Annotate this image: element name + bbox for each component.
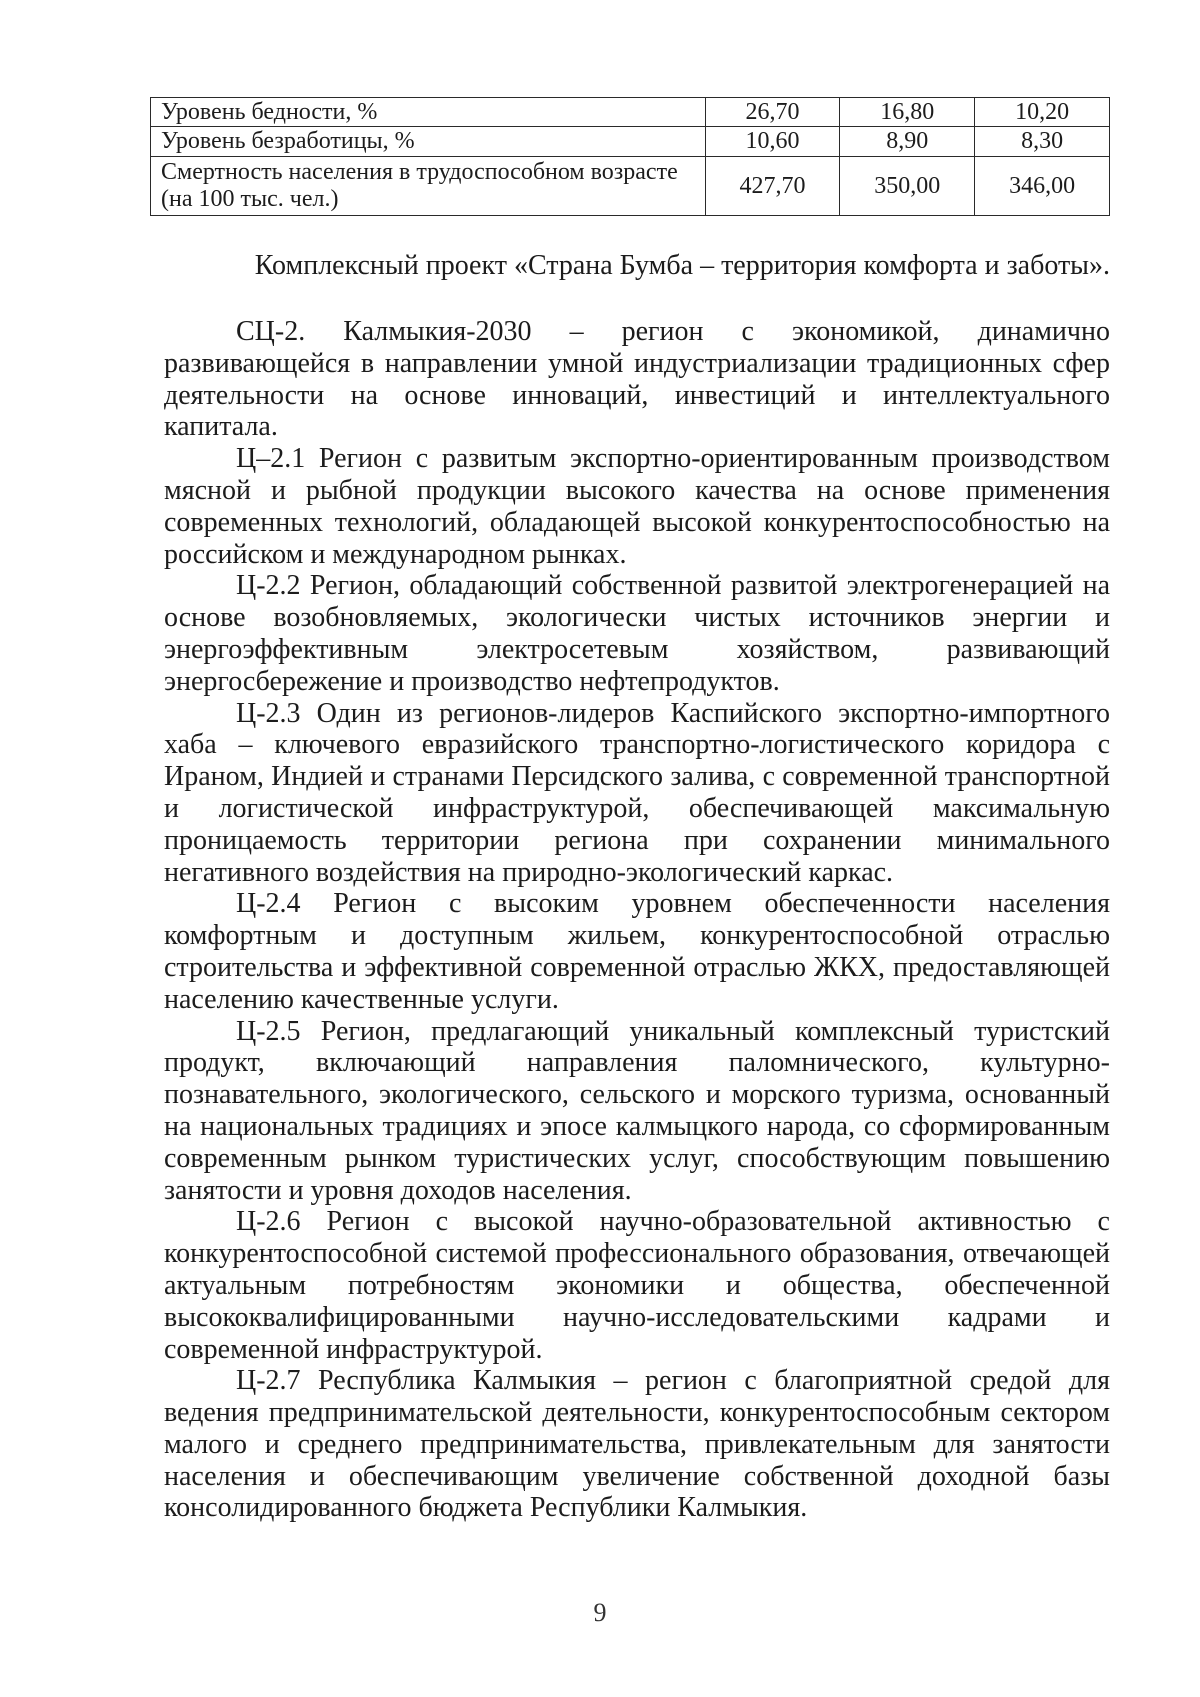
row-label: Уровень бедности, % (151, 98, 706, 127)
paragraph-c-2-1: Ц–2.1 Регион с развитым экспортно-ориентированным производством мясной и рыбной продукции высокого качества на основе применения современных технологий, обладающей высокой конкурентоспособностью на российском и международном рынках. (164, 443, 1110, 570)
table-cell: 427,70 (705, 156, 840, 215)
page-number: 9 (593, 1598, 607, 1627)
paragraph-c-2-2: Ц-2.2 Регион, обладающий собственной развитой электрогенерацией на основе возобновляемых, экологически чистых источников энергии и энергоэффективным электросетевым хозяйством, развивающий энергосбережение и производство нефтепродуктов. (164, 570, 1110, 697)
table-cell: 10,20 (975, 98, 1110, 127)
paragraph-c-2-3: Ц-2.3 Один из регионов-лидеров Каспийского экспортно-импортного хаба – ключевого евразийского транспортно-логистического коридора с Ираном, Индией и странами Персидского залива, с современной транспортной и логистической инфраструктурой, обеспечивающей максимальную проницаемость территории региона при сохранении минимального негативного воздействия на природно-экологический каркас. (164, 697, 1110, 888)
table-cell: 8,90 (840, 127, 975, 156)
table-cell: 350,00 (840, 156, 975, 215)
table-cell: 16,80 (840, 98, 975, 127)
table-row (151, 98, 1110, 127)
row-label: Смертность населения в трудоспособном возрасте (на 100 тыс. чел.) (151, 156, 706, 215)
table-row (151, 156, 1110, 215)
paragraph-c-2-6: Ц-2.6 Регион с высокой научно-образовательной активностью с конкурентоспособной системой профессионального образования, отвечающей актуальным потребностям экономики и общества, обеспеченной высококвалифицированными научно-исследовательскими кадрами и современной инфраструктурой. (164, 1206, 1110, 1365)
row-label: Уровень безработицы, % (151, 127, 706, 156)
table-row (151, 127, 1110, 156)
table-cell: 8,30 (975, 127, 1110, 156)
indicators-table (150, 97, 1110, 216)
paragraph-c-2-7: Ц-2.7 Республика Калмыкия – регион с благоприятной средой для ведения предпринимательской деятельности, конкурентоспособным сектором малого и среднего предпринимательства, привлекательным для занятости населения и обеспечивающим увеличение собственной доходной базы консолидированного бюджета Республики Калмыкия. (164, 1365, 1110, 1524)
table-cell: 26,70 (705, 98, 840, 127)
body-text (164, 316, 1110, 1524)
table-cell: 10,60 (705, 127, 840, 156)
paragraph-sc-2: СЦ-2. Калмыкия-2030 – регион с экономикой, динамично развивающейся в направлении умной индустриализации традиционных сфер деятельности на основе инноваций, инвестиций и интеллектуального капитала. (164, 316, 1110, 443)
table-cell: 346,00 (975, 156, 1110, 215)
paragraph-c-2-5: Ц-2.5 Регион, предлагающий уникальный комплексный туристский продукт, включающий направления паломнического, культурно-познавательного, экологического, сельского и морского туризма, основанный на национальных традициях и эпосе калмыцкого народа, со сформированным современным рынком туристических услуг, способствующим повышению занятости и уровня доходов населения. (164, 1015, 1110, 1206)
paragraph-c-2-4: Ц-2.4 Регион с высоким уровнем обеспеченности населения комфортным и доступным жильем, конкурентоспособной отраслью строительства и эффективной современной отраслью ЖКХ, предоставляющей населению качественные услуги. (164, 888, 1110, 1015)
project-title: Комплексный проект «Страна Бумба – территория комфорта и заботы». (254, 250, 1110, 281)
